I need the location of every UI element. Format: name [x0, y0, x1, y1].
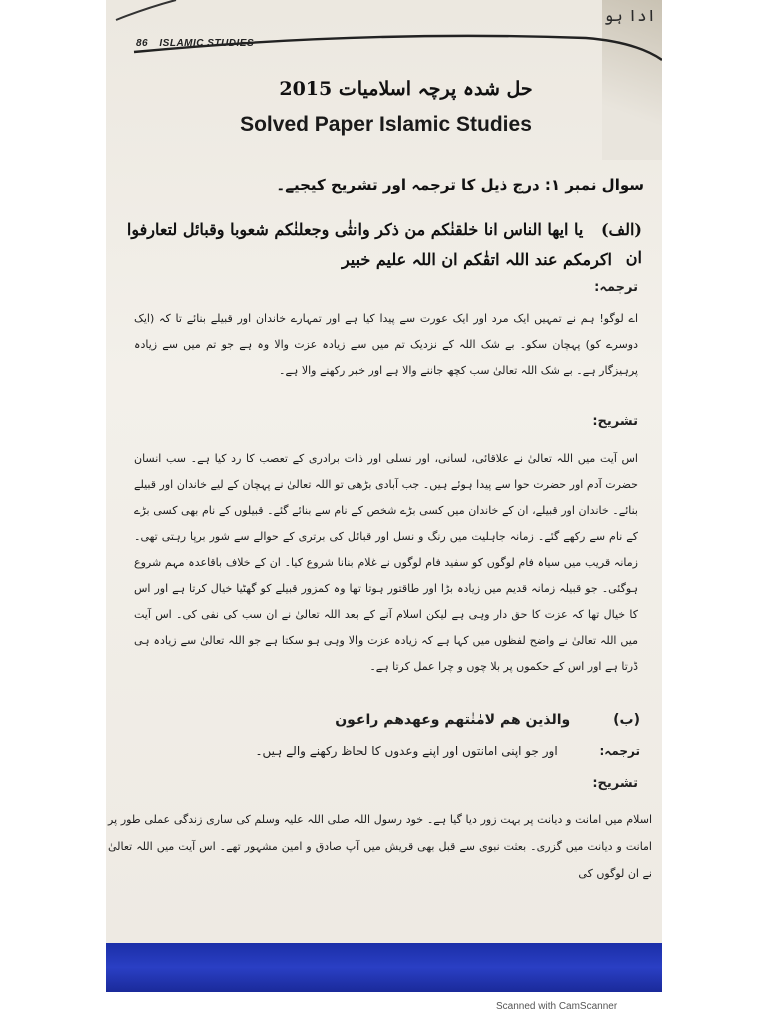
page-number: 86: [136, 38, 149, 49]
explanation-a-label: تشریح:: [592, 414, 638, 429]
part-b-label: (ب): [613, 712, 640, 728]
verse-a-cont: اکرمکم عند اللہ اتقٰکم ان اللہ علیم خبیر: [341, 250, 612, 269]
translation-a: اے لوگو! ہم نے تمہیں ایک مرد اور ایک عورت سے پیدا کیا ہے اور تمہارے خاندان اور قبیلے بنائے تا کہ (ایک دوسرے کو) پہچان سکو۔ بے شک اللہ کے نزدیک تم میں سے زیادہ عزت والا وہ ہے جو تم میں سے زیادہ پرہیزگار ہے۔ بے شک اللہ تعالیٰ سب کچھ جاننے والا ہے اور خبر رکھنے والا ہے۔: [134, 312, 638, 377]
book-page: [106, 0, 662, 943]
question-heading: سوال نمبر ۱: درج ذیل کا ترجمہ اور تشریح کیجیے۔: [276, 176, 644, 194]
running-head: [136, 38, 254, 49]
margin-handwriting: ادا ہو: [604, 6, 656, 25]
header-rule: [106, 0, 662, 70]
verse-a-line1: یا ایھا الناس انا خلقنٰکم من ذکر وانثٰی وجعلنٰکم شعوبا وقبائل لتعارفوا ان: [126, 220, 642, 267]
translation-a-label: ترجمہ:: [594, 280, 638, 295]
verse-b: [335, 712, 640, 728]
scanned-photo: [106, 0, 662, 992]
part-a-label: (الف): [600, 220, 642, 239]
translation-b-label: ترجمہ:: [599, 744, 640, 758]
title-english: Solved Paper Islamic Studies: [240, 113, 532, 136]
explanation-b-label: تشریح:: [592, 776, 638, 791]
scanner-watermark: Scanned with CamScanner: [496, 1001, 618, 1012]
explanation-a: اس آیت میں اللہ تعالیٰ نے علاقائی، لسانی، اور نسلی اور ذات برادری کے تعصب کا رد کیا ہے۔ سب انسان حضرت آدم اور حضرت حوا سے پیدا ہوئے ہیں۔ جب آبادی بڑھی تو اللہ تعالیٰ نے پہچان کے لیے خاندان اور قبیلے بنائے۔ خاندان اور قبیلے، ان کے خاندان میں کسی بڑے شخص کے نام سے بنائے گئے۔ قبیلوں کے نام بھی کسی بڑے کے نام سے رکھے گئے۔ زمانہ جاہلیت میں رنگ و نسل اور قبائل کی برتری کے حوالے سے شور برپا رہتی تھی۔ زمانہ قریب میں سیاہ فام لوگوں کو سفید فام لوگوں نے غلام بنانا شروع کیا۔ ان کے خلاف باقاعدہ مہم شروع ہوگئی۔ جو قبیلہ زمانہ قدیم میں زیادہ بڑا اور طاقتور ہوتا تھا وہ کمزور قبیلے کو گھٹیا خیال کرتا ہے اور اس کا خیال تھا کہ عزت کا حق دار وہی ہے لیکن اسلام آنے کے بعد اللہ تعالیٰ نے ان سب کی نفی کی۔ اس آیت میں اللہ تعالیٰ نے واضح لفظوں میں کہا ہے کہ زیادہ عزت والا وہی ہو سکتا ہے جو اللہ تعالیٰ سے زیادہ ہی ڈرتا ہے اور اس کے حکموں پر بلا چوں و چرا عمل کرتا ہے۔: [134, 452, 638, 673]
explanation-b: اسلام میں امانت و دیانت پر بہت زور دیا گیا ہے۔ خود رسول اللہ صلی اللہ علیہ وسلم کی ساری زندگی عملی طور پر امانت و دیانت میں گزری۔ بعثت نبوی سے قبل بھی قریش میں آپ صادق و امین مشہور تھے۔ اس آیت میں اللہ تعالیٰ نے ان لوگوں کی: [108, 813, 652, 880]
running-head-label: ISLAMIC STUDIES: [159, 38, 255, 49]
blue-cloth-background: [106, 943, 662, 992]
verse-b-text: والذین ھم لامٰنٰتھم وعھدھم راعون: [335, 712, 571, 728]
translation-b-text: اور جو اپنی امانتوں اور اپنے وعدوں کا لحاظ رکھنے والے ہیں۔: [255, 744, 558, 758]
title-urdu: حل شدہ پرچہ اسلامیات 2015: [279, 78, 533, 100]
translation-b: [256, 744, 640, 758]
